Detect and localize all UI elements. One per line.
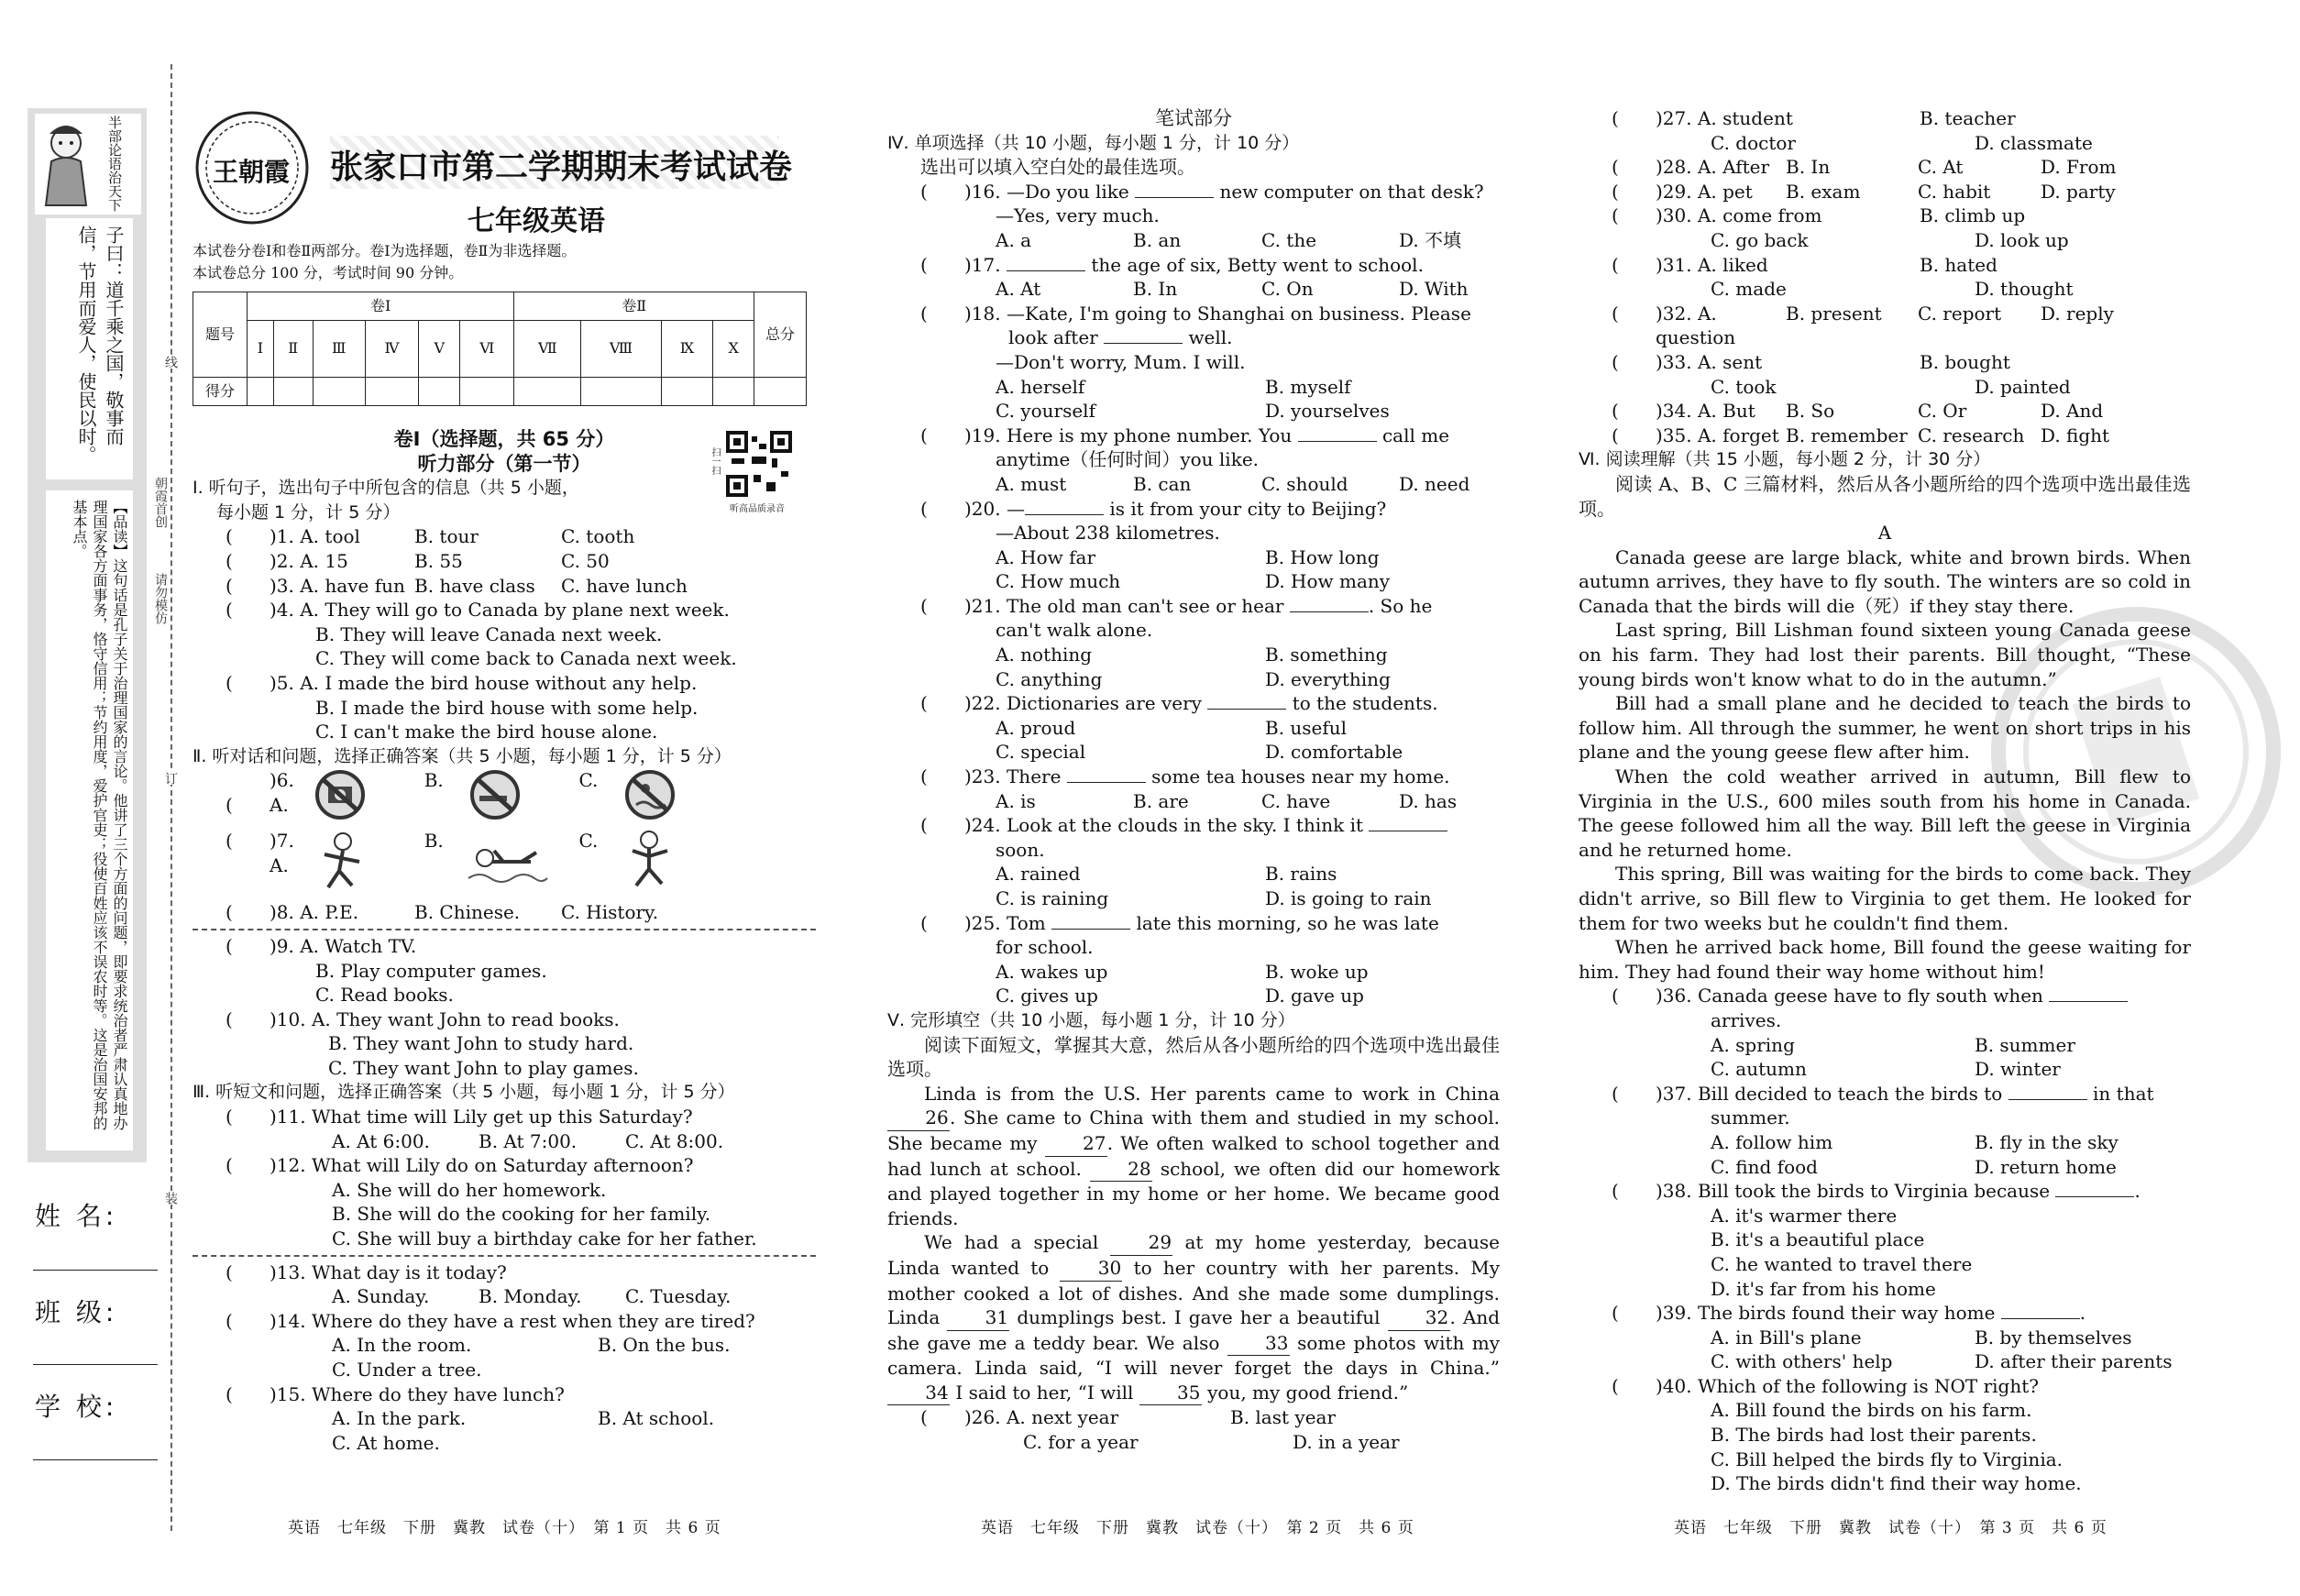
passage-label: A [1877, 522, 1892, 545]
q25: ( )25. Tom late this morning, so he was late for school. A. wakes up B. woke up C. gives up D. gave up [920, 911, 1439, 1007]
q12: ( )12. What will Lily do on Saturday afternoon? A. She will do her homework. B. She will do the cooking for her family. C. She will buy a birthday cake for her father. [226, 1154, 757, 1250]
q33: ( )33. A. sent B. bought C. took D. painted [1612, 350, 2071, 398]
q34: ( )34. A. But B. So C. Or D. And [1612, 400, 2104, 423]
score-cell[interactable] [273, 378, 313, 406]
passage-paragraph: When the cold weather arrived in autumn, Bill flew to Virginia in the U.S., 600 miles south from his home in Canada. The geese followed him all the way. Bill left the geese in Virginia and he returned home. [1579, 765, 2191, 861]
sec3-title: Ⅲ. 听短文和问题，选择正确答案（共 5 小题，每小题 1 分，计 5 分） [193, 1082, 735, 1103]
q35: ( )35. A. forget B. remember C. research D. fight [1612, 424, 2110, 446]
sec1-title: Ⅰ. 听句子，选出句子中所包含的信息（共 5 小题， [193, 478, 579, 499]
note-box [46, 490, 133, 1150]
confucius-icon [39, 117, 94, 209]
passage-paragraph: Canada geese are large black, white and brown birds. When autumn arrives, they have to fly south. The winters are so cold in Canada that the birds will die（死）if they stay there. [1579, 545, 2191, 617]
sec6-instruction: 阅读 A、B、C 三篇材料，然后从各小题所给的四个选项中选出最佳选项。 [1579, 472, 2191, 520]
school-label: 学 校: [35, 1392, 118, 1422]
q26: ( )26. A. next year B. last year C. for a year D. in a year [920, 1406, 1400, 1454]
score-col: Ⅷ [581, 321, 661, 378]
mid-text-2: 请勿模仿 [153, 573, 168, 624]
qr-side: 扫一扫 [710, 447, 720, 475]
sec5-title: Ⅴ. 完形填空（共 10 小题，每小题 1 分，计 10 分） [887, 1009, 1295, 1030]
boy-swimming-icon [467, 842, 549, 887]
sec6-title: Ⅵ. 阅读理解（共 15 小题，每小题 2 分，计 30 分） [1579, 449, 1991, 470]
score-cell[interactable] [313, 378, 365, 406]
score-col: Ⅲ [313, 321, 365, 378]
page2-footer: 英语 七年级 下册 冀教 试卷（十） 第 2 页 共 6 页 [981, 1519, 1414, 1537]
q17: ( )17. the age of six, Betty went to school. A. At B. In C. On D. With [920, 253, 1469, 301]
cut-label-3: 装 [163, 1192, 178, 1205]
sec4-title: Ⅳ. 单项选择（共 10 小题，每小题 1 分，计 10 分） [887, 132, 1300, 153]
score-cell[interactable] [581, 378, 661, 406]
q8: ( )8. A. P.E. B. Chinese. C. History. [226, 901, 659, 924]
score-col: Ⅳ [365, 321, 419, 378]
sidebar-banner-text: 半部论语治天下 [106, 116, 123, 212]
q19: ( )19. Here is my phone number. You call me anytime（任何时间）you like. A. must B. can C. should D. need [920, 424, 1470, 495]
exam-subtitle: 七年级英语 [468, 205, 605, 237]
score-col: Ⅶ [514, 321, 581, 378]
score-col: Ⅴ [419, 321, 460, 378]
q23: ( )23. There some tea houses near my home. A. is B. are C. have D. has [920, 765, 1458, 812]
score-cell[interactable] [514, 378, 581, 406]
boy-jumping-icon [622, 829, 677, 895]
score-total-label: 总分 [754, 292, 807, 378]
no-swimming-icon [622, 768, 678, 821]
q7: ( )7. A. B. C. [193, 829, 816, 900]
q24: ( )24. Look at the clouds in the sky. I think it soon. A. rained B. rains C. is raining D. is going to rain [887, 813, 1500, 910]
cut-label-2: 订 [163, 772, 178, 785]
q31: ( )31. A. liked B. hated C. made D. thought [1612, 253, 2074, 301]
name-field[interactable] [33, 1270, 158, 1271]
page2-content [887, 106, 1500, 1455]
sec1-title-2: 每小题 1 分，计 5 分） [216, 501, 401, 523]
q29: ( )29. A. pet B. exam C. habit D. party [1612, 180, 2116, 203]
score-row-label: 题号 [193, 292, 248, 378]
q13: ( )13. What day is it today? A. Sunday. B. Monday. C. Tuesday. [226, 1260, 732, 1308]
q39: ( )39. The birds found their way home . A. in Bill's plane B. by themselves C. with others' help D. after their parents [1612, 1302, 2173, 1373]
cut-label-1: 线 [163, 356, 178, 369]
score-cell[interactable] [460, 378, 514, 406]
score-cell[interactable] [248, 378, 274, 406]
name-label: 姓 名: [35, 1201, 118, 1231]
q9: ( )9. A. Watch TV. B. Play computer games. C. Read books. [226, 934, 547, 1007]
no-photo-icon [312, 768, 369, 821]
score-col: Ⅹ [713, 321, 754, 378]
passage-paragraph: When he arrived back home, Bill found the geese waiting for him. They had found their way home without him! [1579, 936, 2191, 983]
sidebar-banner [35, 114, 141, 215]
page3-content [1579, 106, 2191, 1496]
q3: ( )3. A. have fun B. have class C. have lunch [226, 574, 688, 597]
listening-title: 听力部分（第一节） [417, 452, 591, 475]
score-col: Ⅸ [661, 321, 713, 378]
boy-running-icon [312, 829, 376, 895]
q5: ( )5. A. I made the bird house without any help. B. I made the bird house with some help. C. I can't make the bird house alone. [226, 671, 699, 743]
q22: ( )22. Dictionaries are very to the students. A. proud B. useful C. special D. comfortable [920, 692, 1438, 764]
q6: ()6. A. B. C. [193, 768, 816, 825]
q11: ( )11. What time will Lily get up this Saturday? A. At 6:00. B. At 7:00. C. At 8:00. [226, 1106, 724, 1152]
q28: ( )28. A. After B. In C. At D. From [1612, 156, 2117, 179]
score-cell[interactable] [754, 378, 807, 406]
sec2-title: Ⅱ. 听对话和问题，选择正确答案（共 5 小题，每小题 1 分，计 5 分） [193, 745, 732, 766]
score-label: 得分 [193, 378, 248, 406]
q16: ( )16. —Do you like new computer on that desk? —Yes, very much. A. a B. an C. the D. 不填 [920, 180, 1484, 251]
sidebar-quote: 子曰：道千乘之国，敬事而信，节用而爱人，使民以时。 [75, 226, 125, 464]
q14: ( )14. Where do they have a rest when they are tired? A. In the room. B. On the bus. C. Under a tree. [226, 1309, 755, 1381]
q30: ( )30. A. come from B. climb up C. go back D. look up [1612, 204, 2069, 251]
page3-footer: 英语 七年级 下册 冀教 试卷（十） 第 3 页 共 6 页 [1674, 1519, 2107, 1537]
q18: ( )18. —Kate, I'm going to Shanghai on business. Please look after well. —Don't worry, Mum. I will. A. herself B. myself C. yourself D. yourselves [920, 302, 1471, 423]
score-group-1: 卷Ⅰ [248, 292, 514, 321]
cloze-paragraph-2: We had a special 29 at my home yesterday, because Linda wanted to 30 to her country with her parents. My mother cooked a lot of dishes. And she made some dumplings. Linda 31 dumplings best. I gave her a beautiful 32. And she gave me a teddy bear. We also 33 some photos with my camera. Linda said, “I will never forget the days in China.” 34 I said to her, “I will 35 you, my good friend.” [887, 1230, 1500, 1405]
passage-paragraph: Bill had a small plane and he decided to teach the birds to follow him. All through the summer, he went on short trips in his plane and the young geese flew after him. [1579, 692, 2191, 764]
cut-line [171, 64, 172, 1531]
exam-title: 张家口市第二学期期末考试试卷 [330, 149, 793, 186]
q10: ( )10. A. They want John to read books. B. They want John to study hard. C. They want John to play games. [226, 1007, 639, 1079]
q38: ( )38. Bill took the birds to Virginia because . A. it's warmer there B. it's a beautiful place C. he wanted to travel there D. it's far from his home [1612, 1180, 2140, 1300]
q15: ( )15. Where do they have lunch? A. In the park. B. At school. C. At home. [226, 1382, 715, 1454]
score-col: Ⅵ [460, 321, 514, 378]
logo-text: 王朝霞 [213, 157, 291, 187]
part1-title: 卷Ⅰ（选择题，共 65 分） [393, 428, 615, 450]
q27: ( )27. A. student B. teacher C. doctor D. classmate [1612, 107, 2093, 154]
q37: ( )37. Bill decided to teach the birds to in that summer. A. follow him B. fly in the sky C. find food D. return home [1612, 1082, 2154, 1178]
sec4-instruction: 选出可以填入空白处的最佳选项。 [920, 156, 1195, 179]
class-field[interactable] [33, 1364, 158, 1365]
q2: ( )2. A. 15 B. 55 C. 50 [226, 549, 610, 572]
q20: ( )20. — is it from your city to Beijing? —About 238 kilometres. A. How far B. How long C. How much D. How many [920, 497, 1391, 593]
score-col: Ⅰ [248, 321, 274, 378]
written-title: 笔试部分 [1155, 107, 1232, 129]
q21: ( )21. The old man can't see or hear . So he can't walk alone. A. nothing B. something C. anything D. everything [920, 594, 1433, 690]
mid-text-1: 朝霞首创 [153, 477, 168, 528]
passage-paragraph: Last spring, Bill Lishman found sixteen young Canada geese on his farm. They had lost their parents. Bill thought, “These young birds won't know what to do in the autumn.” [1579, 619, 2191, 690]
passage-paragraph: This spring, Bill was waiting for the birds to come back. They didn't arrive, so Bill flew to Virginia to get them. He looked for them for two weeks but he couldn't find them. [1579, 863, 2191, 934]
q40: ( )40. Which of the following is NOT right? A. Bill found the birds on his farm. B. The birds had lost their parents. C. Bill helped the birds fly to Virginia. D. The birds didn't find their way home. [1612, 1374, 2082, 1495]
sidebar-note: 【品读】这句话是孔子关于治理国家的言论。他讲了三个方面的问题，即要求统治者严肃认真地办理国家各方面事务，恪守信用；节约用度，爱护官吏；役使百姓应该不误农时等。这是治国安邦的基本点。 [71, 500, 128, 1130]
score-cell[interactable] [365, 378, 419, 406]
score-cell[interactable] [713, 378, 754, 406]
quote-box [46, 218, 133, 479]
score-table [193, 292, 807, 406]
score-group-2: 卷Ⅱ [514, 292, 754, 321]
score-cell[interactable] [661, 378, 713, 406]
q1: ( )1. A. tool B. tour C. tooth [226, 525, 635, 548]
header [193, 108, 798, 237]
q36: ( )36. Canada geese have to fly south when arrives. A. spring B. summer C. autumn D. winter [1579, 984, 2191, 1081]
school-field[interactable] [33, 1459, 158, 1460]
q4: ( )4. A. They will go to Canada by plane next week. B. They will leave Canada next week. C. They will come back to Canada next week. [226, 599, 737, 670]
intro-1: 本试卷分卷Ⅰ和卷Ⅱ两部分。卷Ⅰ为选择题，卷Ⅱ为非选择题。 [193, 242, 577, 259]
score-col: Ⅱ [273, 321, 313, 378]
qr-caption: 听高品质录音 [730, 504, 785, 514]
cloze-paragraph-1: Linda is from the U.S. Her parents came to work in China 26. She came to China with them and studied in my school. She became my 27. We often walked to school together and had lunch at school. 28 school, we often did our homework and played together in my home or her home. We became good friends. [887, 1082, 1501, 1229]
sec5-instruction: 阅读下面短文，掌握其大意，然后从各小题所给的四个选项中选出最佳选项。 [887, 1033, 1500, 1081]
page1-content [193, 427, 816, 1455]
intro-2: 本试卷总分 100 分，考试时间 90 分钟。 [193, 264, 464, 281]
score-cell[interactable] [419, 378, 460, 406]
no-smoking-icon [467, 768, 523, 821]
q32: ( )32. A. question B. present C. report D. reply [1612, 302, 2114, 349]
page1-footer: 英语 七年级 下册 冀教 试卷（十） 第 1 页 共 6 页 [288, 1519, 721, 1537]
class-label: 班 级: [35, 1297, 118, 1327]
